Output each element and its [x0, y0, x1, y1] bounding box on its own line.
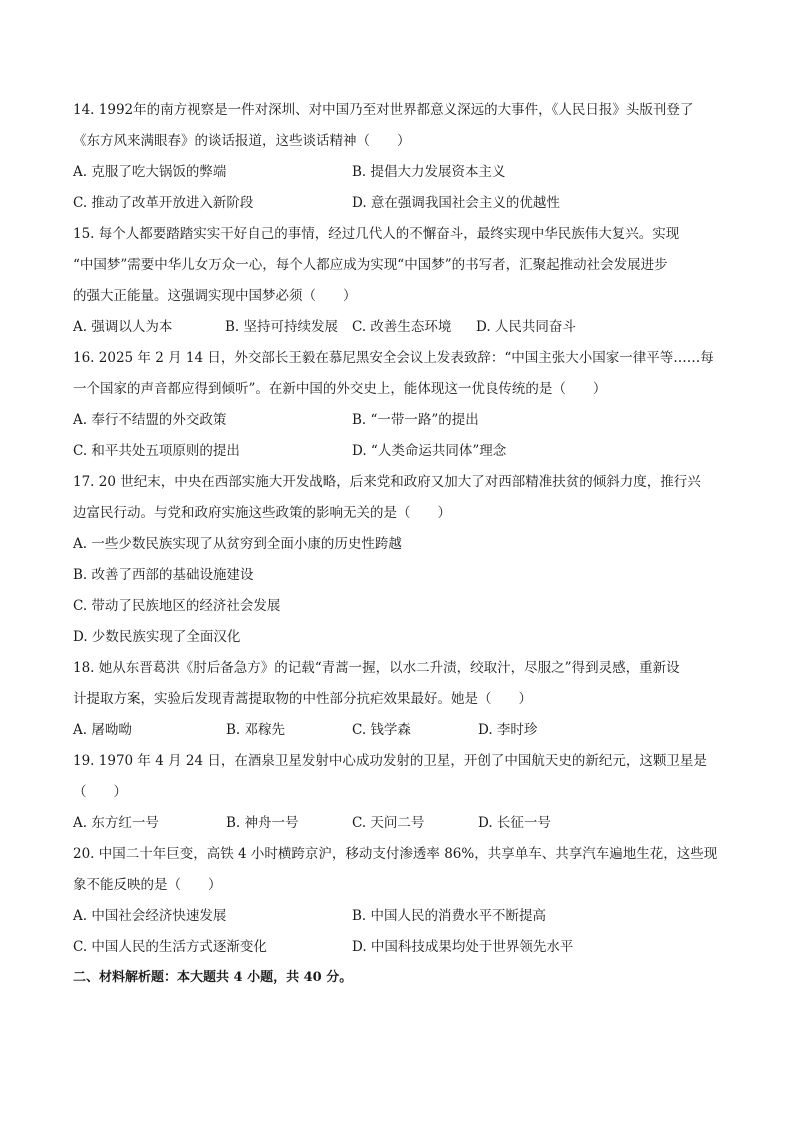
q14-stem-line2: 《东方风来满眼春》的谈话报道，这些谈话精神（ ） — [73, 133, 411, 149]
q14-option-a: A. 克服了吃大锅饭的弊端 — [73, 164, 227, 180]
q14-option-b: B. 提倡大力发展资本主义 — [352, 164, 506, 180]
q19-option-c: C. 天问二号 — [352, 815, 425, 831]
q16-stem-line1: 16. 2025 年 2 月 14 日，外交部长王毅在慕尼黑安全会议上发表致辞：“中国主张大小国家一律平等……每 — [73, 350, 714, 366]
q15-option-d: D. 人民共同奋斗 — [476, 319, 576, 335]
q20-options-row1 — [73, 906, 723, 937]
q16-option-a: A. 奉行不结盟的外交政策 — [73, 412, 227, 428]
q19-options-row — [73, 813, 723, 844]
q17-stem-line1: 17. 20 世纪末，中央在西部实施大开发战略，后来党和政府又加大了对西部精准扶贫的倾斜力度，推行兴 — [73, 474, 701, 490]
q17-stem-line2: 边富民行动。与党和政府实施这些政策的影响无关的是（ ） — [73, 505, 451, 521]
q15-stem-line2: “中国梦”需要中华儿女万众一心，每个人都应成为实现“中国梦”的书写者，汇聚起推动社会发展进步 — [73, 257, 668, 273]
q20-option-b: B. 中国人民的消费水平不断提高 — [352, 908, 547, 924]
q17-option-a: A. 一些少数民族实现了从贫穷到全面小康的历史性跨越 — [73, 536, 402, 552]
q15-option-a: A. 强调以人为本 — [73, 319, 173, 335]
q18-stem-line2: 计提取方案，实验后发现青蒿提取物的中性部分抗疟效果最好。她是（ ） — [73, 691, 532, 707]
q17-option-c: C. 带动了民族地区的经济社会发展 — [73, 598, 281, 614]
question-list — [73, 100, 723, 999]
q14-option-d: D. 意在强调我国社会主义的优越性 — [352, 195, 560, 211]
q20-option-d: D. 中国科技成果均处于世界领先水平 — [352, 939, 574, 955]
q19-option-a: A. 东方红一号 — [73, 815, 159, 831]
q20-stem-line1: 20. 中国二十年巨变，高铁 4 小时横跨京沪，移动支付渗透率 86%，共享单车、共享汽车遍地生花，这些现 — [73, 846, 718, 862]
q15-stem-line3: 的强大正能量。这强调实现中国梦必须（ ） — [73, 288, 357, 304]
q18-option-a: A. 屠呦呦 — [73, 722, 132, 738]
q15-option-c: C. 改善生态环境 — [352, 319, 452, 335]
q19-stem-line2: （ ） — [73, 784, 127, 800]
q16-options-row2 — [73, 441, 723, 472]
q14-option-c: C. 推动了改革开放进入新阶段 — [73, 195, 254, 211]
q16-option-b: B. “一带一路”的提出 — [352, 412, 479, 428]
q17-option-d: D. 少数民族实现了全面汉化 — [73, 629, 241, 645]
q20-option-a: A. 中国社会经济快速发展 — [73, 908, 227, 924]
q15-options-row — [73, 317, 723, 348]
q19-stem-line1: 19. 1970 年 4 月 24 日，在酒泉卫星发射中心成功发射的卫星，开创了中国航天史的新纪元，这颗卫星是 — [73, 753, 707, 769]
q18-option-c: C. 钱学森 — [352, 722, 411, 738]
q19-option-d: D. 长征一号 — [478, 815, 551, 831]
q15-stem-line1: 15. 每个人都要踏踏实实干好自己的事情，经过几代人的不懈奋斗，最终实现中华民族伟大复兴。实现 — [73, 226, 680, 242]
q18-option-b: B. 邓稼先 — [226, 722, 286, 738]
q16-stem-line2: 一个国家的声音都应得到倾听”。在新中国的外交史上，能体现这一优良传统的是（ ） — [73, 381, 607, 397]
q18-option-d: D. 李时珍 — [478, 722, 538, 738]
q14-stem-line1: 14. 1992年的南方视察是一件对深圳、对中国乃至对世界都意义深远的大事件，《人民日报》头版刊登了 — [73, 102, 694, 118]
q18-stem-line1: 18. 她从东晋葛洪《肘后备急方》的记载“青蒿一握，以水二升渍，绞取汁，尽服之”得到灵感，重新设 — [73, 660, 680, 676]
q16-option-d: D. “人类命运共同体”理念 — [352, 443, 507, 459]
q16-option-c: C. 和平共处五项原则的提出 — [73, 443, 240, 459]
q20-option-c: C. 中国人民的生活方式逐渐变化 — [73, 939, 267, 955]
q20-options-row2 — [73, 937, 723, 968]
q14-options-row1 — [73, 162, 723, 193]
q18-options-row — [73, 720, 723, 751]
q20-stem-line2: 象不能反映的是（ ） — [73, 877, 222, 893]
q14-options-row2 — [73, 193, 723, 224]
q19-option-b: B. 神舟一号 — [226, 815, 299, 831]
section-heading-material-analysis: 二、材料解析题：本大题共 4 小题，共 40 分。 — [73, 970, 353, 985]
q17-option-b: B. 改善了西部的基础设施建设 — [73, 567, 254, 583]
q15-option-b: B. 坚持可持续发展 — [225, 319, 339, 335]
q16-options-row1 — [73, 410, 723, 441]
